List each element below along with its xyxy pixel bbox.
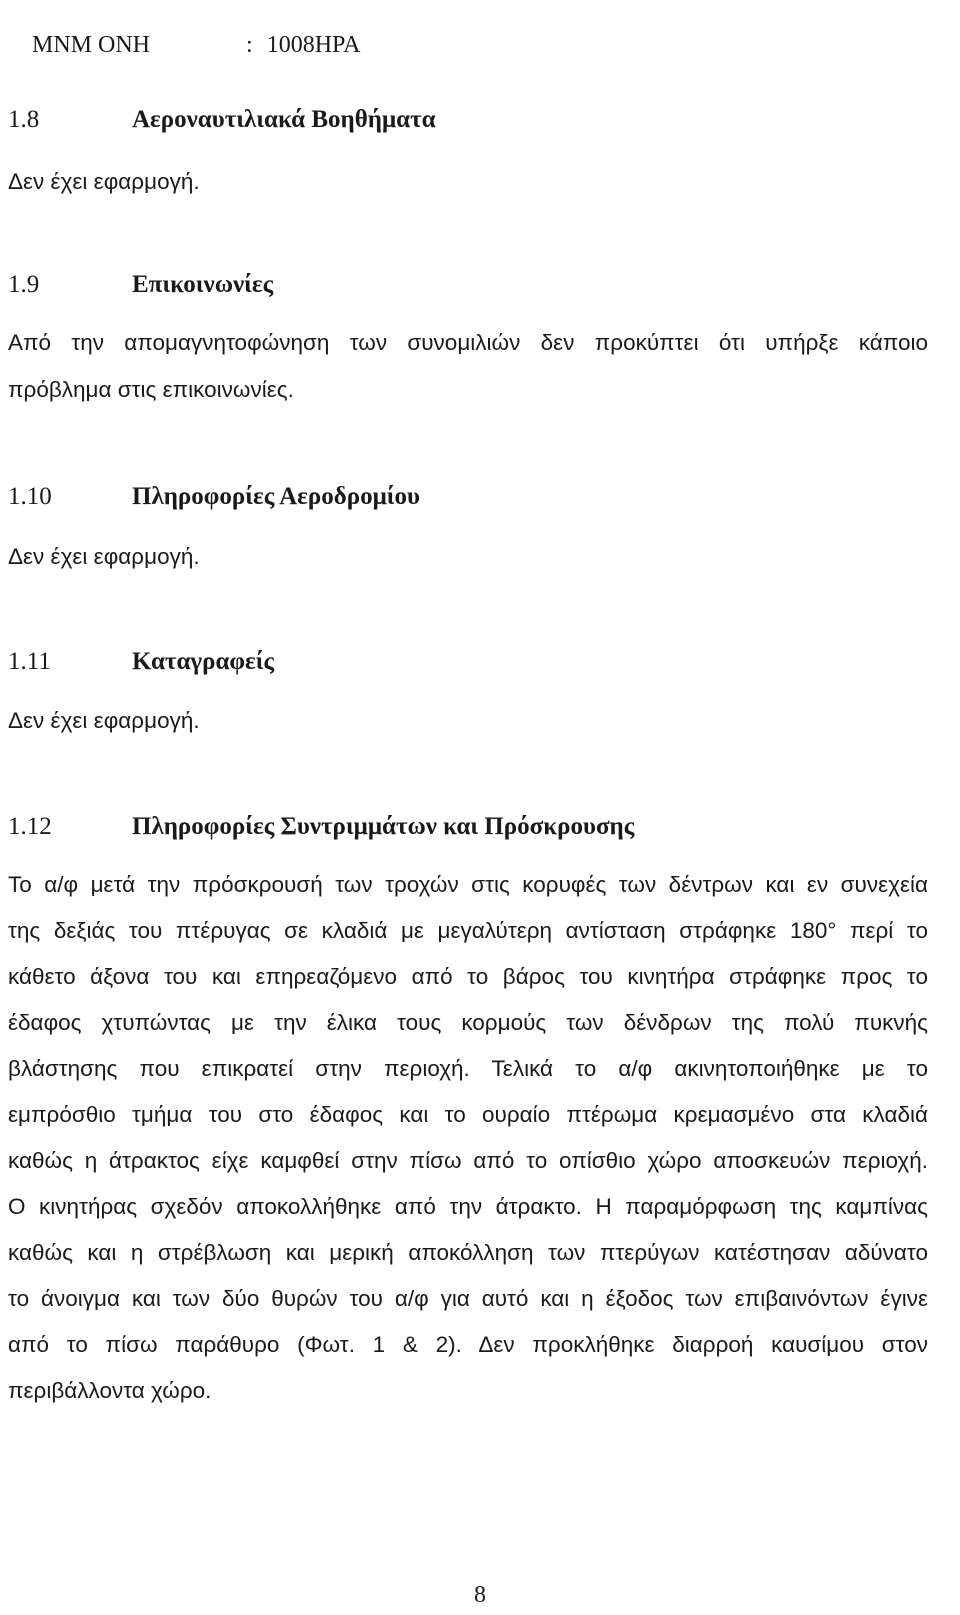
section-number: 1.8 (8, 106, 40, 133)
header-separator: : (246, 32, 253, 58)
section-body-1-8: Δεν έχει εφαρμογή. (8, 169, 200, 194)
section-title: Επικοινωνίες (132, 271, 274, 298)
section-heading-1-12 (8, 812, 634, 842)
paragraph-line: βλάστησης που επικρατεί στην περιοχή. Τελικά το α/φ ακινητοποιήθηκε με το (8, 1056, 928, 1081)
paragraph-line: από το πίσω παράθυρο (Φωτ. 1 & 2). Δεν προκλήθηκε διαρροή καυσίμου στον (8, 1332, 928, 1357)
paragraph-line: περιβάλλοντα χώρο. (8, 1378, 212, 1403)
section-title: Καταγραφείς (132, 648, 275, 675)
paragraph-line: Το α/φ μετά την πρόσκρουσή των τροχών στις κορυφές των δέντρων και εν συνεχεία (8, 872, 928, 897)
section-title: Πληροφορίες Συντριμμάτων και Πρόσκρουσης (132, 813, 635, 840)
section-number: 1.11 (8, 648, 51, 675)
paragraph-line: εμπρόσθιο τμήμα του στο έδαφος και το ουραίο πτέρωμα κρεμασμένο στα κλαδιά (8, 1102, 928, 1127)
paragraph-line: κάθετο άξονα του και επηρεαζόμενο από το βάρος του κινητήρα στράφηκε προς το (8, 964, 928, 989)
paragraph-line: έδαφος χτυπώντας με την έλικα τους κορμούς των δένδρων της πολύ πυκνής (8, 1010, 928, 1035)
section-body-1-11: Δεν έχει εφαρμογή. (8, 708, 200, 733)
section-title: Πληροφορίες Αεροδρομίου (132, 483, 421, 510)
paragraph-line: Από την απομαγνητοφώνηση των συνομιλιών δεν προκύπτει ότι υπήρξε κάποιο (8, 330, 928, 355)
section-heading-1-11 (8, 647, 274, 677)
paragraph-line: καθώς και η στρέβλωση και μερική αποκόλληση των πτερύγων κατέστησαν αδύνατο (8, 1240, 928, 1265)
paragraph-line: Ο κινητήρας σχεδόν αποκολλήθηκε από την άτρακτο. Η παραμόρφωση της καμπίνας (8, 1194, 928, 1219)
paragraph-line: της δεξιάς του πτέρυγας σε κλαδιά με μεγαλύτερη αντίσταση στράφηκε 180° περί το (8, 918, 928, 943)
header-left: ΜΝΜ ΟΝΗ (32, 32, 151, 58)
section-heading-1-9 (8, 270, 273, 300)
header-report-code: 1008HPA (266, 32, 361, 58)
section-number: 1.12 (8, 813, 52, 840)
section-heading-1-8 (8, 105, 436, 135)
section-title: Αεροναυτιλιακά Βοηθήματα (132, 106, 436, 133)
paragraph-line: πρόβλημα στις επικοινωνίες. (8, 377, 294, 402)
section-heading-1-10 (8, 482, 420, 512)
section-body-1-10: Δεν έχει εφαρμογή. (8, 544, 200, 569)
paragraph-line: καθώς η άτρακτος είχε καμφθεί στην πίσω από το οπίσθιο χώρο αποσκευών περιοχή. (8, 1148, 928, 1173)
document-header (8, 0, 361, 90)
section-number: 1.10 (8, 483, 52, 510)
section-number: 1.9 (8, 271, 40, 298)
page-number: 8 (474, 1582, 486, 1608)
paragraph-line: το άνοιγμα και των δύο θυρών του α/φ για αυτό και η έξοδος των επιβαινόντων έγινε (8, 1286, 928, 1311)
